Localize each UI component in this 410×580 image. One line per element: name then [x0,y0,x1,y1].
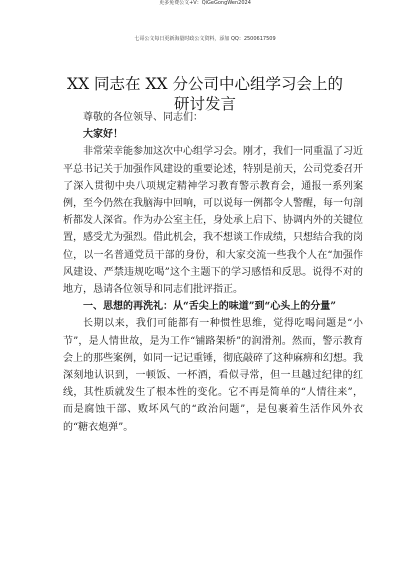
document-body [63,109,363,436]
intro-paragraph: 非常荣幸能参加这次中心组学习会。刚才，我们一同重温了习近平总书记关于加强作风建设的重要论述，特别是前天，公司党委召开了深入贯彻中央八项规定精神学习教育警示教育会，通报一系列案例，至今仍然在我脑海中回响，可以说每一例都令人警醒，每一句剖析都发人深省。作为办公室主任，身处承上启下、协调内外的关键位置，感受尤为强烈。借此机会，我不想谈工作成绩，只想结合我的岗位，以一名普通党员干部的身份，和大家交流一些我个人在“加强作风建设、严禁违规吃喝”这个主题下的学习感悟和反思。说得不对的地方，恳请各位领导和同志们批评指正。 [63,146,363,296]
section-heading: 一、思想的再洗礼：从“舌尖上的味道”到“心头上的分量” [83,301,337,313]
salutation: 尊敬的各位领导、同志们： [83,112,203,123]
section-paragraph: 长期以来，我们可能都有一种惯性思维，觉得吃喝问题是“小节”，是人情世故，是为工作“铺路架桥”的润滑剂。然而，警示教育会上的那些案例，如同一记记重锤，彻底敲碎了这种麻痹和幻想。我深刻地认识到，一顿饭、一杯酒，看似寻常，但一旦越过纪律的红线，其性质就发生了根本性的变化。它不再是简单的“人情往来”，而是腐蚀干部、败坏风气的“政治问题”，是包裹着生活作风外衣的“糖衣炮弹”。 [63,318,363,433]
top-line: 更多免费公文+V：QiGeGongWen2024 [159,0,251,6]
notice-line: 七哥公文每日更新海量时政公文资料，添加 QQ：2500617509 [134,36,276,42]
document-title: XX 同志在 XX 分公司中心组学习会上的研讨发言 [67,75,343,113]
greeting: 大家好！ [83,129,123,141]
